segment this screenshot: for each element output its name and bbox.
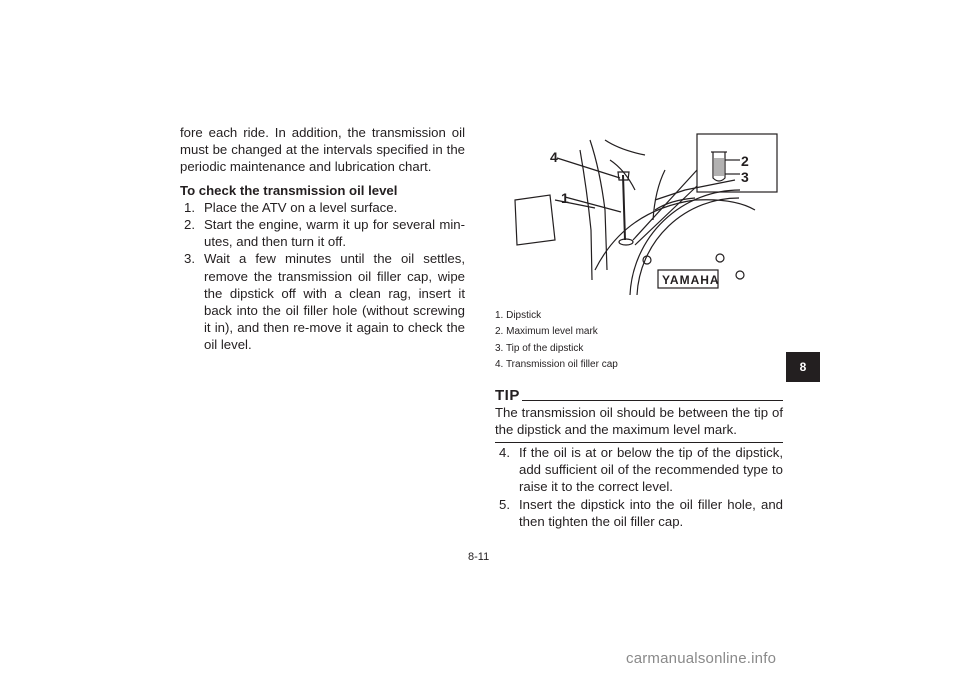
- step-number: 4.: [499, 445, 510, 460]
- caption-item: 2. Maximum level mark: [495, 326, 598, 338]
- steps-list: [180, 199, 465, 354]
- callout-1: 1: [561, 190, 569, 206]
- step-item: [180, 216, 465, 250]
- caption-item: 4. Transmission oil filler cap: [495, 358, 618, 370]
- right-steps: [495, 444, 783, 530]
- steps-list: [495, 444, 783, 530]
- tip-divider: [522, 400, 783, 401]
- step-text: Place the ATV on a level surface.: [204, 199, 398, 215]
- tip-title: TIP: [495, 386, 520, 404]
- caption-item: 3. Tip of the dipstick: [495, 342, 584, 354]
- step-text: Insert the dipstick into the oil filler hole, and then tighten the oil filler cap.: [519, 496, 783, 529]
- left-column: [180, 124, 465, 354]
- dipstick-illustration: [495, 130, 780, 295]
- step-item: [495, 496, 783, 530]
- tip-text: The transmission oil should be between the tip of the dipstick and the maximum level mark.: [495, 405, 783, 438]
- callout-4: 4: [550, 149, 558, 165]
- brand-plate-text: YAMAHA: [662, 273, 720, 287]
- figure-captions: [495, 308, 618, 373]
- page-number: 8-11: [468, 551, 490, 563]
- callout-3: 3: [741, 169, 749, 185]
- caption-item: 1. Dipstick: [495, 310, 542, 321]
- watermark: carmanualsonline.info: [626, 650, 777, 667]
- tip-box: [495, 386, 783, 443]
- step-number: 5.: [499, 496, 510, 512]
- step-item: [495, 444, 783, 496]
- callout-2: 2: [741, 153, 749, 169]
- step-text: Wait a few minutes until the oil settles, remove the transmission oil filler cap, wipe the dipstick off with a clean rag, insert it back into the oil filler hole (without screwing it in), and then re-move it again to check the oil level.: [204, 251, 465, 353]
- step-text: If the oil is at or below the tip of the dipstick, add sufficient oil of the recommended type to raise it to the correct level.: [519, 445, 783, 495]
- tip-header: [495, 386, 783, 404]
- intro-paragraph: fore each ride. In addition, the transmission oil must be changed at the intervals specified in the periodic maintenance and lubrication chart.: [180, 125, 465, 175]
- step-item: [180, 250, 465, 353]
- step-number: 3.: [184, 251, 195, 267]
- section-heading: To check the transmission oil level: [180, 182, 398, 198]
- step-number: 1.: [184, 199, 195, 215]
- step-number: 2.: [184, 217, 195, 233]
- step-text: Start the engine, warm it up for several min-utes, and then turn it off.: [204, 217, 465, 250]
- step-item: [180, 199, 465, 216]
- chapter-tab: 8: [786, 352, 820, 382]
